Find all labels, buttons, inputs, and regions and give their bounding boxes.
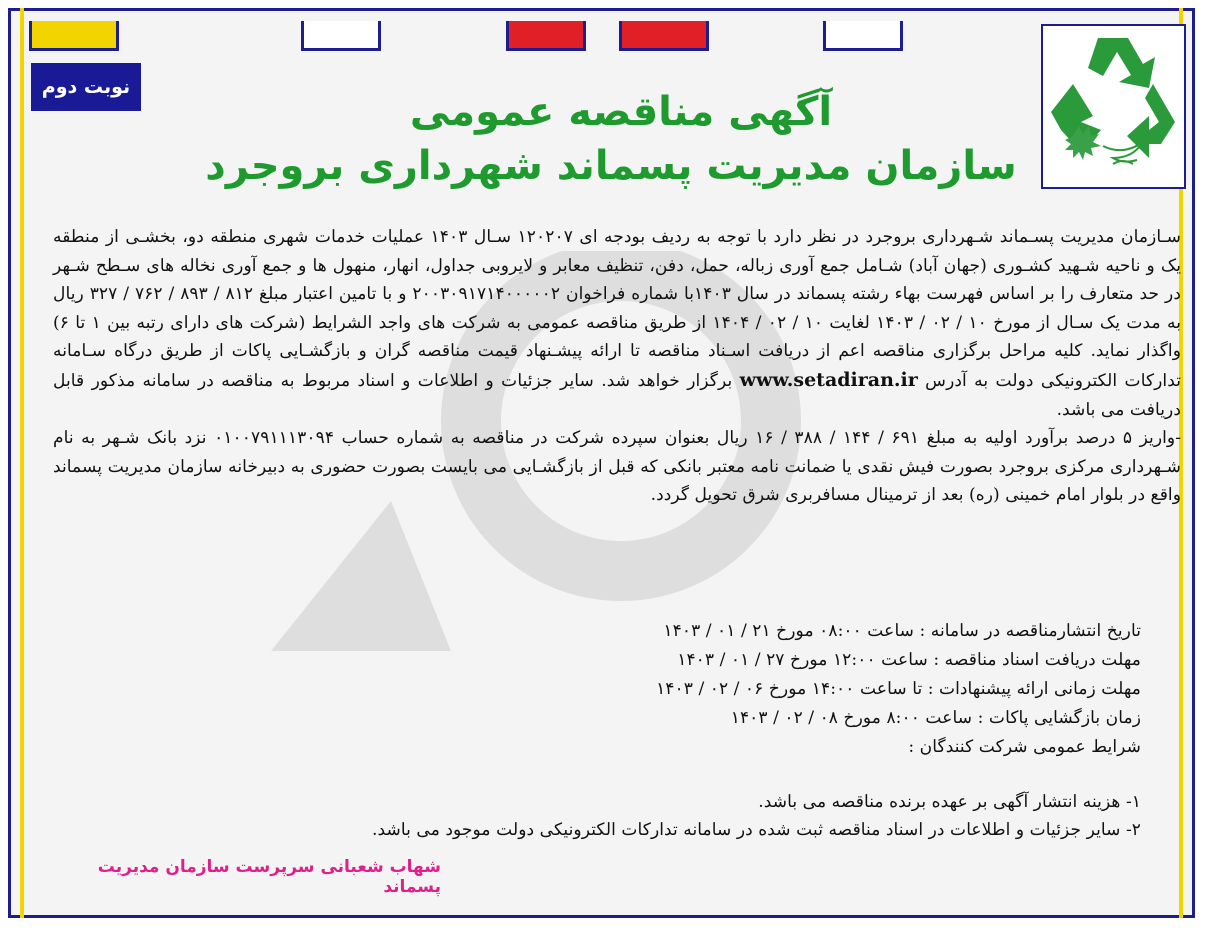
red-tab xyxy=(506,21,586,51)
red-tab xyxy=(619,21,709,51)
condition-item: ۱- هزینه انتشار آگهی بر عهده برنده مناقصه می باشد. xyxy=(758,792,1141,812)
website-link[interactable]: www.setadiran.ir xyxy=(739,368,918,391)
schedule-item: مهلت زمانی ارائه پیشنهادات : تا ساعت ۱۴:۰۰ مورخ ۰۶ / ۰۲ / ۱۴۰۳ xyxy=(656,679,1141,699)
schedule-item: زمان بازگشایی پاکات : ساعت ۸:۰۰ مورخ ۰۸ / ۰۲ / ۱۴۰۳ xyxy=(730,708,1141,728)
paragraph-1 xyxy=(53,223,1181,424)
paragraph-2: -واریز ۵ درصد برآورد اولیه به مبلغ ۶۹۱ / ۱۴۴ / ۳۸۸ / ۱۶ ریال بعنوان سپرده شرکت در مناقصه به شماره حساب ۰۱۰۰۷۹۱۱۱۳۰۹۴ نزد بانک شـهر به نام شـهرداری مرکزی بروجرد بصورت فیش نقدی یا ضمانت نامه معتبر بانکی که قبل از بازگشـایی می بایست بصورت حضوری به دبیرخانه سازمان مدیریت پسماند واقع در بلوار امام خمینی (ره) بعد از ترمینال مسافربری شرق تحویل گردد. xyxy=(53,428,1182,506)
conditions-heading: شرایط عمومی شرکت کنندگان : xyxy=(908,737,1141,757)
notice-title: آگهی مناقصه عمومی xyxy=(409,89,833,135)
conditions-list xyxy=(111,788,1141,844)
top-color-tabs xyxy=(11,11,1192,61)
organization-title: سازمان مدیریت پسماند شهرداری بروجرد xyxy=(205,143,1017,189)
notice-body xyxy=(53,223,1181,510)
schedule-list xyxy=(211,617,1141,762)
signature: شهاب شعبانی سرپرست سازمان مدیریت پسماند xyxy=(97,857,441,897)
schedule-item: مهلت دریافت اسناد مناقصه : ساعت ۱۲:۰۰ مورخ ۲۷ / ۰۱ / ۱۴۰۳ xyxy=(677,650,1141,670)
condition-item: ۲- سایر جزئیات و اطلاعات در اسناد مناقصه ثبت شده در سامانه تدارکات الکترونیکی دولت موجود می باشد. xyxy=(372,820,1141,840)
white-tab xyxy=(301,21,381,51)
second-round-badge: نوبت دوم xyxy=(31,63,141,111)
paragraph-1-end: برگزار خواهد شد. سایر جزئیات و اطلاعات و اسناد مربوط به مناقصه در سامانه مذکور قابل دریافت می باشد. xyxy=(53,370,1181,420)
yellow-tab xyxy=(29,21,119,51)
paragraph-1-text: سـازمان مدیریت پسـماند شـهرداری بروجرد در نظر دارد با توجه به ردیف بودجه ای ۱۲۰۲۰۷ سـال ۱۴۰۳ عملیات خدمات شهری منطقه دو، بخشـی از منطقه یک و ناحیه شـهید کشـوری (جهان آباد) شـامل جمع آوری زباله، حمل، دفن، تنظیف معابر و لایروبی جداول، انهار، منهول ها و جمع آوری نخاله های سـطح شـهر در حد متعارف را بر اساس فهرست بهاء رشته پسماند در سال ۱۴۰۳با شماره فراخوان ۲۰۰۳۰۹۱۷۱۴۰۰۰۰۰۲ و با تامین اعتبار مبلغ ۸۱۲ / ۸۹۳ / ۷۶۲ / ۳۲۷ ریال به مدت یک سـال از مورخ ۱۰ / ۰۲ / ۱۴۰۳ لغایت ۱۰ / ۰۲ / ۱۴۰۴ از طریق مناقصه عمومی به شرکت های واجد الشرایط (شرکت های دارای رتبه بین ۱ تا ۶) واگذار نماید. کلیه مراحل برگزاری مناقصه اعم از دریافت اسـناد مناقصه تا ارائه پیشـنهاد قیمت مناقصه گران و بازگشـایی پاکات از طریق درگاه سـامانه تدارکات الکترونیکی دولت به آدرس xyxy=(53,227,1182,391)
recycle-leaf-icon xyxy=(1041,24,1186,189)
white-tab xyxy=(823,21,903,51)
notice-frame xyxy=(8,8,1195,918)
schedule-item: تاریخ انتشارمناقصه در سامانه : ساعت ۰۸:۰۰ مورخ ۲۱ / ۰۱ / ۱۴۰۳ xyxy=(663,621,1141,641)
